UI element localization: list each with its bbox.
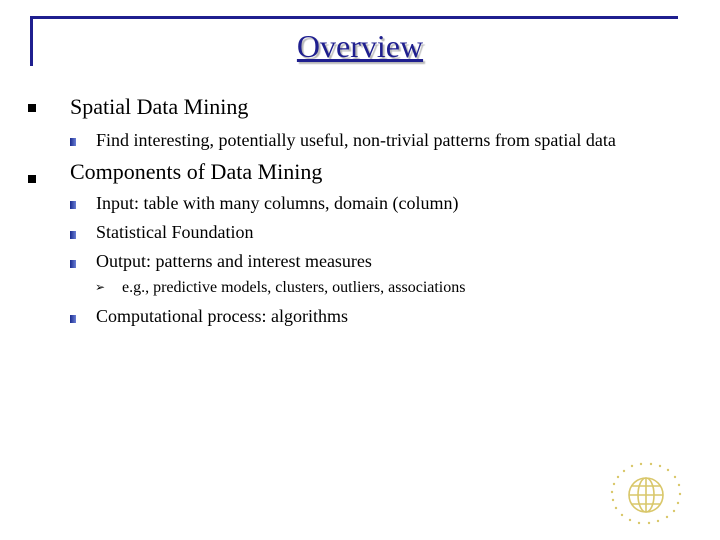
spatial-database-research-group-logo xyxy=(602,462,690,528)
square-bullet-icon xyxy=(28,175,36,183)
sub-bullet-output: Output: patterns and interest measures xyxy=(96,251,372,271)
square-bullet-icon xyxy=(28,104,36,112)
bullet-components-of-data-mining: Components of Data Mining xyxy=(70,159,323,184)
square-bullet-icon xyxy=(70,201,76,209)
square-bullet-icon xyxy=(70,315,76,323)
sub-bullet-computational-process: Computational process: algorithms xyxy=(96,306,348,326)
sub-bullet-statistical-foundation: Statistical Foundation xyxy=(96,222,254,242)
sub-bullet-find-patterns: Find interesting, potentially useful, non-trivial patterns from spatial data xyxy=(96,130,616,150)
square-bullet-icon xyxy=(70,231,76,239)
square-bullet-icon xyxy=(70,260,76,268)
arrow-bullet-icon: ➢ xyxy=(95,280,106,294)
title-frame-top-rule xyxy=(30,16,678,19)
bullet-spatial-data-mining: Spatial Data Mining xyxy=(70,94,249,119)
slide-title: Overview xyxy=(296,28,424,64)
square-bullet-icon xyxy=(70,138,76,146)
sub-bullet-input: Input: table with many columns, domain (column) xyxy=(96,193,459,213)
sub-sub-bullet-examples: e.g., predictive models, clusters, outliers, associations xyxy=(122,279,466,296)
